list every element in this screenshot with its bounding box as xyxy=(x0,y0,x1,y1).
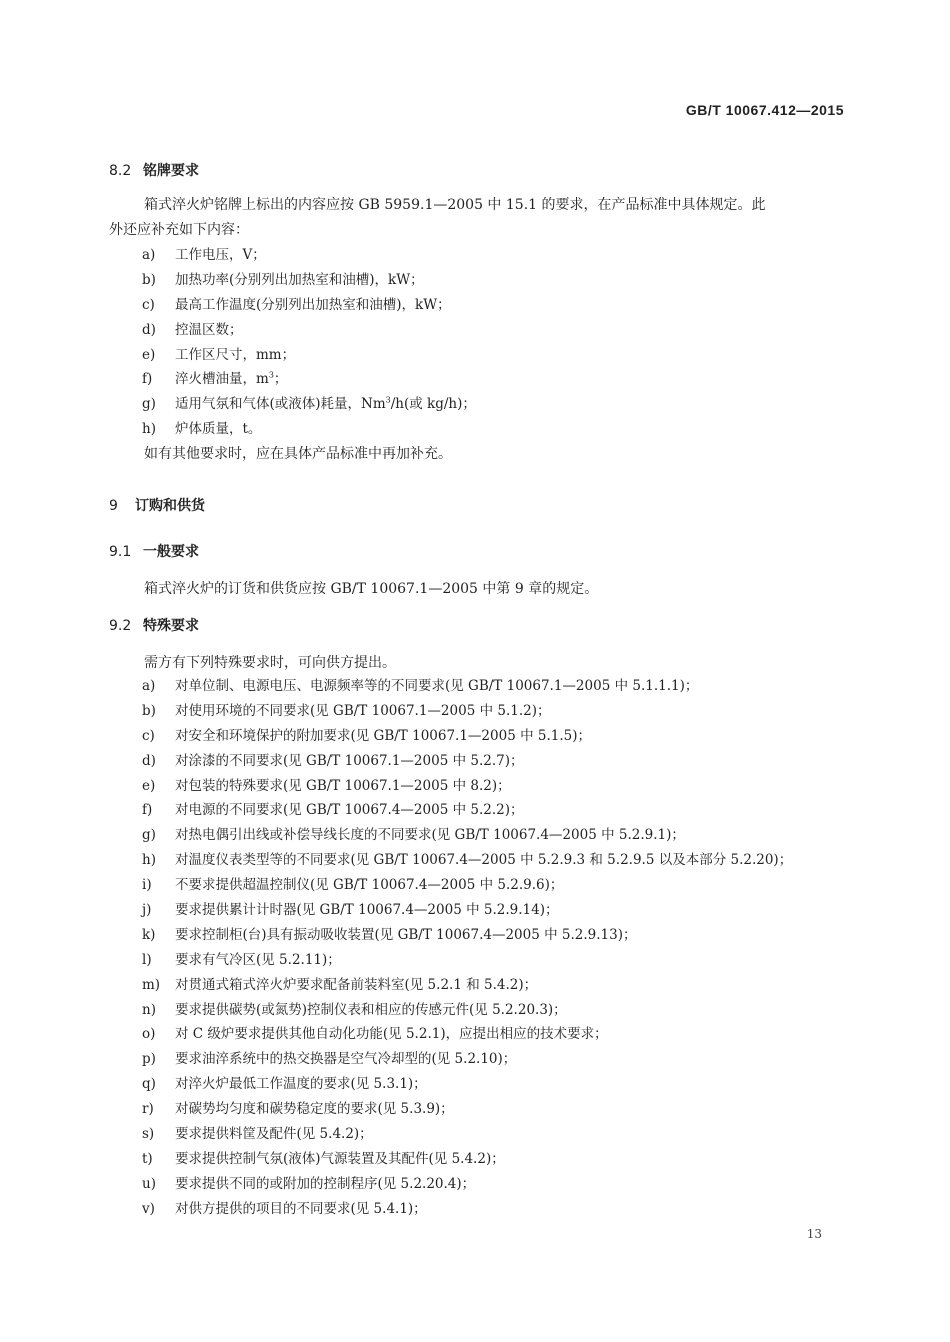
list-text: 适用气氛和气体(或液体)耗量，Nm xyxy=(175,396,386,413)
list-item xyxy=(142,749,792,774)
list-marker: e) xyxy=(142,777,156,794)
list-marker: e) xyxy=(142,346,156,363)
superscript: 3 xyxy=(268,370,274,380)
list-text: 对温度仪表类型等的不同要求(见 GB/T 10067.4—2005 中 5.2.9.3 和 5.2.9.5 以及本部分 5.2.20)； xyxy=(175,852,793,869)
list-item xyxy=(142,1122,792,1147)
list-item xyxy=(142,823,792,848)
section-title: 订购和供货 xyxy=(135,498,205,514)
list-marker: g) xyxy=(142,827,156,844)
list-text: 对使用环境的不同要求(见 GB/T 10067.1—2005 中 5.1.2)； xyxy=(175,702,551,719)
list-item xyxy=(142,724,792,749)
list-item xyxy=(142,367,476,392)
list-item xyxy=(142,774,792,799)
list-marker: c) xyxy=(142,727,155,744)
section-8-2-closing: 如有其他要求时，应在具体产品标准中再加补充。 xyxy=(144,446,452,462)
list-marker: c) xyxy=(142,296,155,313)
list-item xyxy=(142,699,792,724)
list-marker: l) xyxy=(142,951,152,968)
section-9-2-heading xyxy=(109,615,199,635)
list-text: 控温区数； xyxy=(175,321,243,338)
list-item xyxy=(142,948,792,973)
list-text: 要求提供控制气氛(液体)气源装置及其配件(见 5.4.2)； xyxy=(175,1150,505,1167)
list-marker: m) xyxy=(142,976,161,993)
list-text: 炉体质量，t。 xyxy=(175,421,262,438)
list-marker: k) xyxy=(142,926,156,943)
list-item xyxy=(142,674,792,699)
list-text: 要求提供累计计时器(见 GB/T 10067.4—2005 中 5.2.9.14)； xyxy=(175,902,559,919)
list-marker: b) xyxy=(142,702,156,719)
list-text: 不要求提供超温控制仪(见 GB/T 10067.4—2005 中 5.2.9.6)； xyxy=(175,877,564,894)
section-number: 9.1 xyxy=(109,544,132,560)
list-marker: u) xyxy=(142,1175,156,1192)
list-item xyxy=(142,1022,792,1047)
list-marker: i) xyxy=(142,877,152,894)
list-marker: d) xyxy=(142,321,156,338)
list-text-tail: /h(或 kg/h)； xyxy=(390,396,476,413)
list-item xyxy=(142,1172,792,1197)
list-marker: f) xyxy=(142,802,153,819)
section-9-1-heading xyxy=(109,541,199,561)
list-item xyxy=(142,923,792,948)
list-marker: s) xyxy=(142,1126,155,1143)
list-text-tail: ； xyxy=(273,371,288,388)
list-text: 对碳势均匀度和碳势稳定度的要求(见 5.3.9)； xyxy=(175,1101,454,1118)
list-text: 要求提供碳势(或氮势)控制仪表和相应的传感元件(见 5.2.20.3)； xyxy=(175,1001,567,1018)
section-title: 一般要求 xyxy=(143,544,199,560)
list-marker: g) xyxy=(142,396,156,413)
list-text: 对涂漆的不同要求(见 GB/T 10067.1—2005 中 5.2.7)； xyxy=(175,752,524,769)
list-item xyxy=(142,1072,792,1097)
list-text: 对 C 级炉要求提供其他自动化功能(见 5.2.1)，应提出相应的技术要求； xyxy=(175,1026,608,1043)
list-text: 工作电压，V； xyxy=(175,247,266,263)
list-marker: j) xyxy=(142,902,152,919)
section-number: 8.2 xyxy=(109,163,132,179)
superscript: 3 xyxy=(385,395,391,405)
list-marker: q) xyxy=(142,1076,156,1093)
paragraph-line: 箱式淬火炉铭牌上标出的内容应按 GB 5959.1—2005 中 15.1 的要求，在产品标准中具体规定。此 xyxy=(144,197,766,213)
list-text: 最高工作温度(分别列出加热室和油槽)，kW； xyxy=(175,296,451,313)
list-item xyxy=(142,898,792,923)
page-number: 13 xyxy=(806,1227,822,1241)
list-marker: b) xyxy=(142,271,156,288)
list-text: 对包装的特殊要求(见 GB/T 10067.1—2005 中 8.2)； xyxy=(175,777,511,794)
list-item xyxy=(142,1197,792,1222)
list-marker: t) xyxy=(142,1150,153,1167)
section-number: 9.2 xyxy=(109,618,132,634)
section-9-2-intro: 需方有下列特殊要求时，可向供方提出。 xyxy=(144,655,396,671)
list-marker: r) xyxy=(142,1101,154,1118)
list-text: 要求油淬系统中的热交换器是空气冷却型的(见 5.2.10)； xyxy=(175,1051,517,1068)
list-marker: v) xyxy=(142,1200,155,1217)
section-9-1-paragraph: 箱式淬火炉的订货和供货应按 GB/T 10067.1—2005 中第 9 章的规定。 xyxy=(144,581,599,597)
paragraph-line: 外还应补充如下内容： xyxy=(109,222,249,238)
special-requirements-list xyxy=(142,674,792,1222)
section-title: 特殊要求 xyxy=(143,618,199,634)
nameplate-items-list xyxy=(142,243,476,442)
list-item xyxy=(142,243,476,268)
list-text: 淬火槽油量，m xyxy=(175,371,269,388)
section-number: 9 xyxy=(109,498,118,514)
list-text: 对电源的不同要求(见 GB/T 10067.4—2005 中 5.2.2)； xyxy=(175,802,524,819)
list-item xyxy=(142,268,476,293)
list-marker: a) xyxy=(142,247,156,263)
list-item xyxy=(142,873,792,898)
list-text: 要求提供不同的或附加的控制程序(见 5.2.20.4)； xyxy=(175,1175,476,1192)
section-title: 铭牌要求 xyxy=(143,163,199,179)
standard-code-header: GB/T 10067.412—2015 xyxy=(685,102,844,118)
list-text: 对淬火炉最低工作温度的要求(见 5.3.1)； xyxy=(175,1076,427,1093)
list-marker: n) xyxy=(142,1001,156,1018)
section-9-heading xyxy=(109,495,205,515)
list-marker: o) xyxy=(142,1026,156,1043)
list-marker: p) xyxy=(142,1051,156,1068)
list-item xyxy=(142,798,792,823)
list-item xyxy=(142,318,476,343)
section-8-2-heading xyxy=(109,160,199,180)
list-text: 要求提供料筐及配件(见 5.4.2)； xyxy=(175,1126,373,1143)
list-marker: h) xyxy=(142,852,156,869)
list-item xyxy=(142,998,792,1023)
list-marker: d) xyxy=(142,752,156,769)
list-item xyxy=(142,1097,792,1122)
list-text: 对热电偶引出线或补偿导线长度的不同要求(见 GB/T 10067.4—2005 中 5.2.9.1)； xyxy=(175,827,685,844)
list-text: 对单位制、电源电压、电源频率等的不同要求(见 GB/T 10067.1—2005 中 5.1.1.1)； xyxy=(175,678,699,694)
list-text: 要求有气冷区(见 5.2.11)； xyxy=(175,951,341,968)
list-item xyxy=(142,343,476,368)
list-text: 对供方提供的项目的不同要求(见 5.4.1)； xyxy=(175,1200,427,1217)
list-marker: f) xyxy=(142,371,153,388)
list-item xyxy=(142,293,476,318)
list-marker: a) xyxy=(142,678,156,694)
list-item xyxy=(142,392,476,417)
list-item xyxy=(142,973,792,998)
list-item xyxy=(142,848,792,873)
list-text: 加热功率(分别列出加热室和油槽)，kW； xyxy=(175,271,424,288)
section-8-2-paragraph xyxy=(109,193,849,243)
list-text: 要求控制柜(台)具有振动吸收装置(见 GB/T 10067.4—2005 中 5.2.9.13)； xyxy=(175,926,637,943)
list-item xyxy=(142,1047,792,1072)
list-item xyxy=(142,417,476,442)
list-text: 对贯通式箱式淬火炉要求配备前装料室(见 5.2.1 和 5.4.2)； xyxy=(175,976,538,993)
list-text: 工作区尺寸，mm； xyxy=(175,346,296,363)
list-item xyxy=(142,1147,792,1172)
list-marker: h) xyxy=(142,421,156,438)
list-text: 对安全和环境保护的附加要求(见 GB/T 10067.1—2005 中 5.1.5)； xyxy=(175,727,591,744)
